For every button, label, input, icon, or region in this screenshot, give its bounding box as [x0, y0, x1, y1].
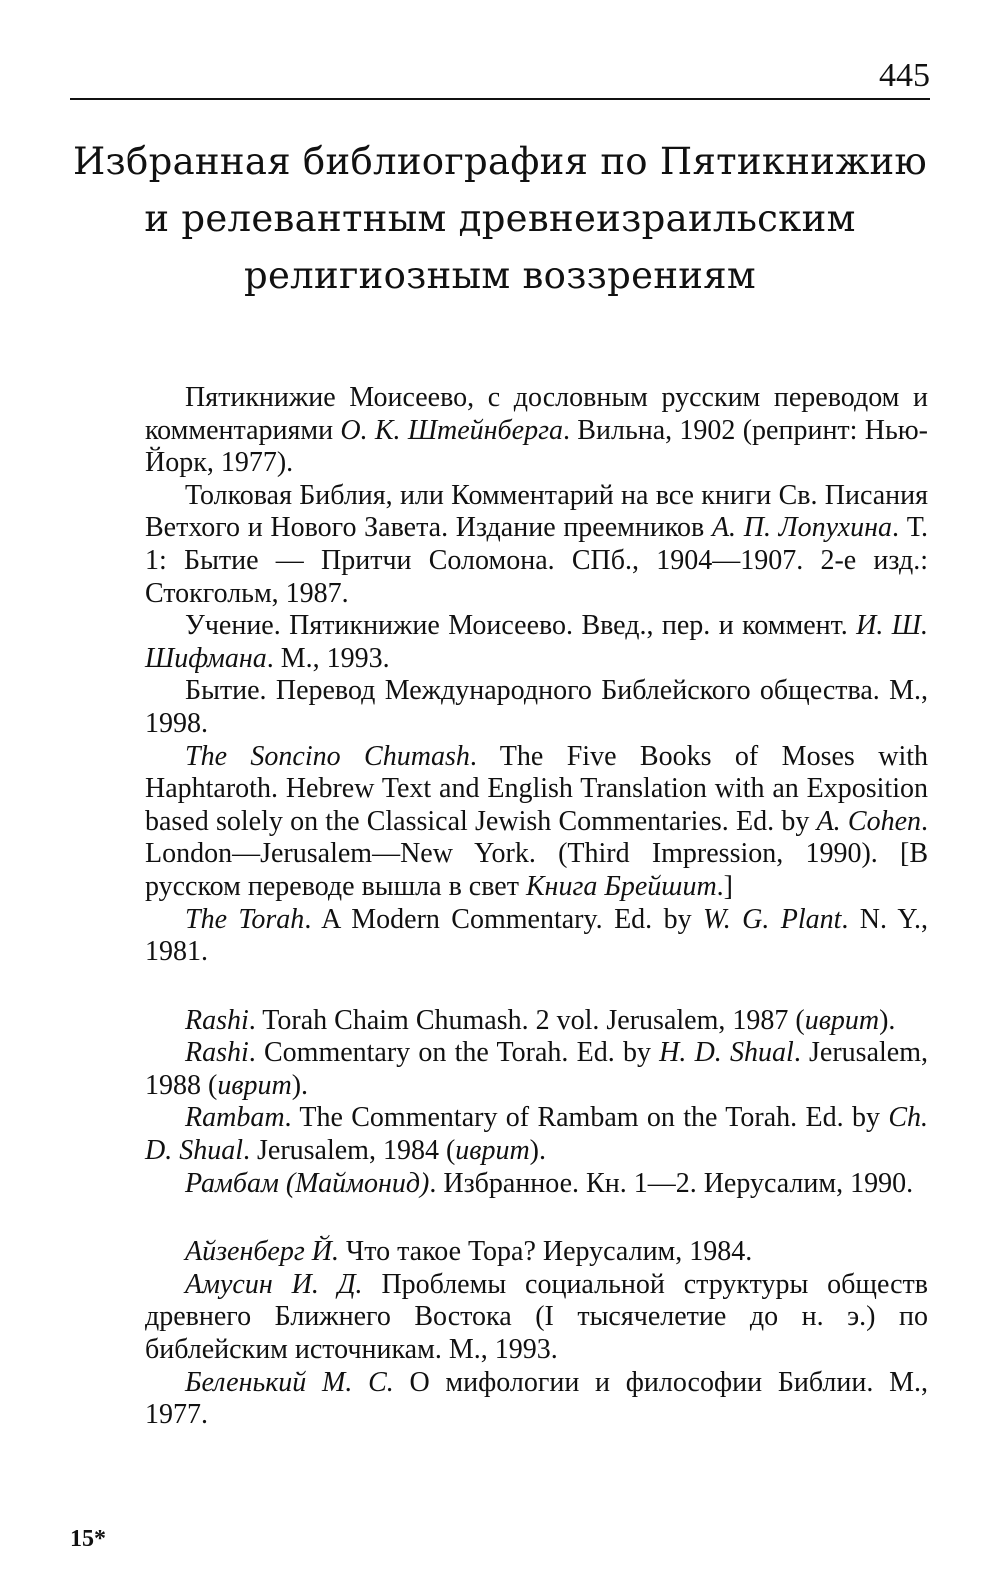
header-rule [70, 98, 930, 100]
bibliography-entry [145, 1102, 928, 1167]
italic-text: Rashi [185, 1004, 249, 1036]
italic-text: Ch. D. Shual [145, 1102, 928, 1167]
bibliography-entry [145, 1168, 928, 1201]
bibliography-entry [145, 1236, 928, 1269]
entry-text: . A Modern Commentary. Ed. by [304, 903, 703, 935]
bibliography-entry [145, 1367, 928, 1432]
page-title [70, 133, 930, 304]
entry-text: . Jerusalem, 1988 ( [145, 1037, 928, 1101]
entry-text: . The Commentary of Rambam on the Torah. Ed. by [284, 1102, 889, 1134]
italic-text: Айзенберг Й. [185, 1236, 339, 1268]
italic-text: Rambam [185, 1102, 285, 1134]
italic-text: Амусин И. Д. [185, 1268, 363, 1300]
entry-text: Проблемы социальной структуры обществ древнего Ближнего Востока (I тысячелетие до н. э.) по библейским источникам. М., 1993. [145, 1268, 928, 1366]
entry-text: . Вильна, 1902 (репринт: Нью-Йорк, 1977). [145, 414, 928, 479]
bibliography-entry [145, 1037, 928, 1102]
bibliography-entry [145, 904, 928, 969]
italic-text: The Torah [185, 903, 305, 935]
entry-text: ). [529, 1135, 546, 1167]
bibliography-entry [145, 610, 928, 675]
italic-text: А. П. Лопухина [711, 512, 892, 544]
entry-text: . М., 1993. [266, 642, 390, 674]
title-line: и релевантным древнеизраильским [144, 197, 856, 240]
entry-text: .] [716, 870, 733, 902]
italic-text: Rashi [185, 1037, 249, 1069]
entry-text: ). [291, 1069, 309, 1101]
entry-text: Пятикнижие Моисеево, с дословным русским переводом и комментариями [145, 382, 928, 446]
italic-text: иврит [217, 1069, 292, 1101]
italic-text: W. G. Plant [702, 903, 842, 935]
italic-text: H. D. Shual [659, 1037, 794, 1069]
entry-text: . Commentary on the Torah. Ed. by [248, 1037, 660, 1069]
entry-text: . London—Jerusalem—New York. (Third Impression, 1990). [В русском переводе вышла в свет [145, 805, 928, 902]
italic-text: иврит [455, 1135, 530, 1167]
bibliography-entry [145, 1269, 928, 1367]
bibliography-entry [145, 382, 928, 480]
italic-text: Книга Брейшит [525, 870, 717, 902]
entry-text: . The Five Books of Moses with Haphtaroth. Hebrew Text and English Translation with an Exposition based solely on the Classical Jewish Commentaries. Ed. by [145, 740, 928, 837]
entry-text: . Т. 1: Бытие — Притчи Соломона. СПб., 1904—1907. 2-е изд.: Стокгольм, 1987. [145, 512, 928, 609]
italic-text: Беленький М. С. [185, 1366, 394, 1398]
page-number: 445 [879, 57, 930, 94]
bibliography-group [145, 1236, 928, 1432]
entry-text: Толковая Библия, или Комментарий на все книги Св. Писания Ветхого и Нового Завета. Издание преемников [145, 479, 928, 544]
italic-text: О. К. Штейнберга [340, 414, 563, 446]
entry-text: . Избранное. Кн. 1—2. Иерусалим, 1990. [429, 1167, 914, 1199]
bibliography-list [145, 382, 928, 1432]
title-line: религиозным воззрениям [244, 254, 756, 297]
bibliography-group [145, 382, 928, 969]
entry-text: . N. Y., 1981. [145, 903, 928, 968]
italic-text: И. Ш. Шифмана [145, 610, 928, 674]
italic-text: иврит [804, 1004, 880, 1036]
title-line: Избранная библиография по Пятикнижию [72, 140, 928, 183]
italic-text: The Soncino Chumash [185, 740, 470, 772]
entry-text: . Torah Chaim Chumash. 2 vol. Jerusalem, 1987 ( [248, 1004, 805, 1036]
italic-text: Рамбам (Маймонид) [185, 1167, 430, 1199]
entry-text: Учение. Пятикнижие Моисеево. Введ., пер. и коммент. [185, 610, 857, 642]
bibliography-entry [145, 675, 928, 740]
bibliography-entry [145, 480, 928, 610]
entry-text: ). [879, 1004, 896, 1036]
bibliography-entry [145, 1005, 928, 1038]
entry-text: Что такое Тора? Иерусалим, 1984. [339, 1236, 753, 1268]
bibliography-group [145, 1005, 928, 1201]
italic-text: A. Cohen [816, 805, 921, 837]
entry-text: . Jerusalem, 1984 ( [243, 1135, 456, 1167]
bibliography-entry [145, 741, 928, 904]
entry-text: Бытие. Перевод Международного Библейского общества. М., 1998. [145, 675, 928, 739]
signature-mark: 15* [70, 1526, 106, 1552]
entry-text: О мифологии и философии Библии. М., 1977. [145, 1366, 928, 1431]
